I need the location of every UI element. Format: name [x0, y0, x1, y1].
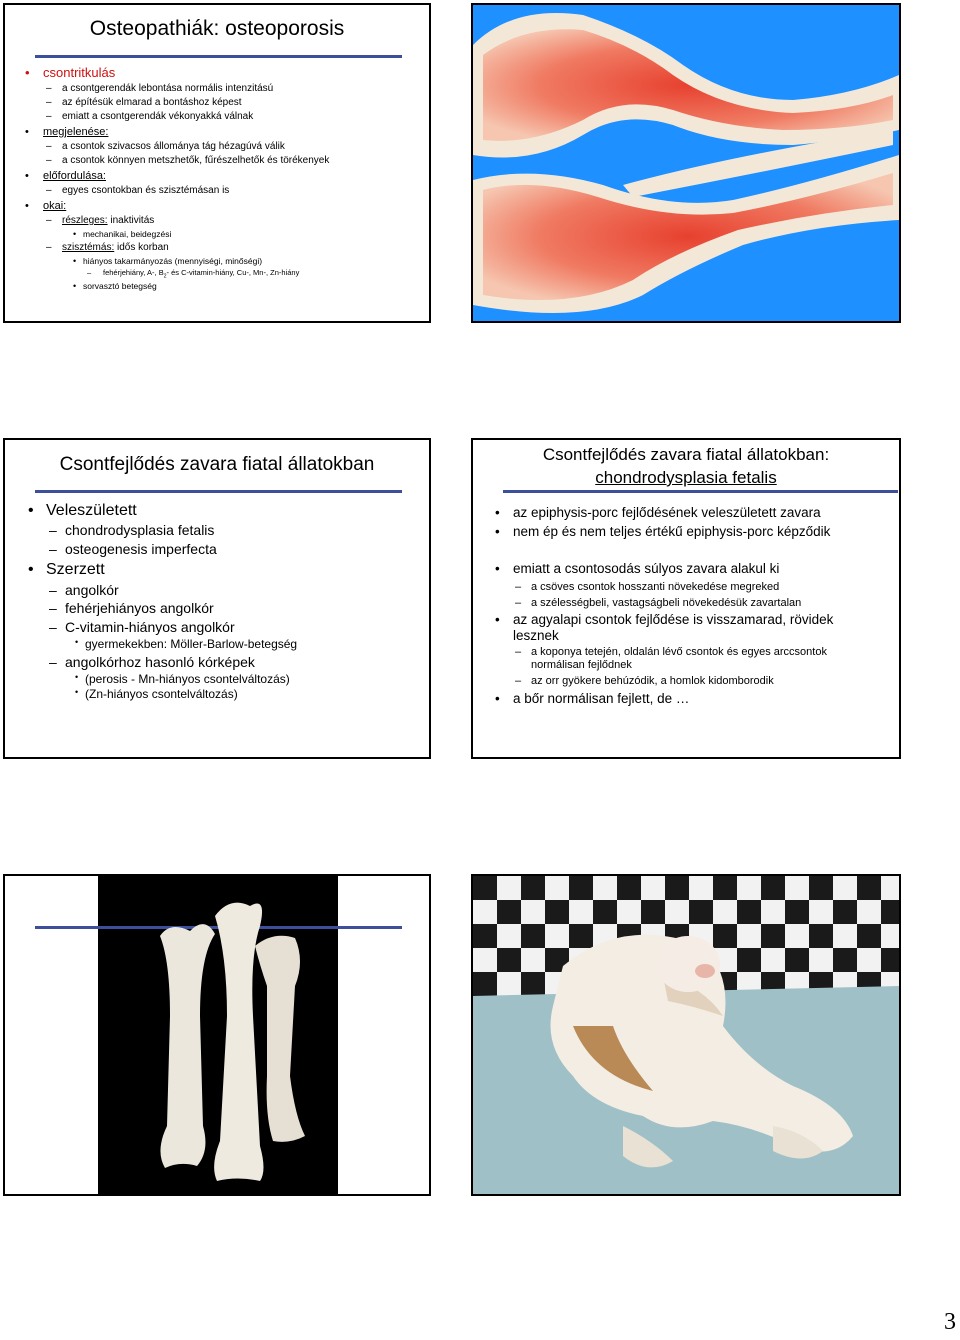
calf-photo — [471, 874, 901, 1196]
label-inactivity: inaktivitás — [107, 215, 155, 226]
calf-image — [473, 876, 899, 1194]
sub-sub-item: • mechanikai, beidegzési — [83, 230, 171, 239]
sub-item: – fehérjehiányos angolkór — [65, 601, 214, 616]
sub-item: – angolkórhoz hasonló kórképek — [65, 655, 255, 670]
sub-sub-item: • gyermekekben: Möller-Barlow-betegség — [85, 638, 297, 651]
bullet: • csontritkulás — [43, 66, 115, 80]
title-rule — [503, 490, 898, 493]
bullet: • Veleszületett — [46, 502, 137, 520]
sub-item — [62, 215, 154, 226]
sub-item: – a csöves csontok hosszanti növekedése megreked — [531, 581, 779, 593]
deficiency-text: fehérjehiány, A-, B — [103, 268, 164, 277]
sub-item: – az orr gyökere behúzódik, a homlok kidomborodik — [531, 675, 774, 687]
sub-item — [62, 242, 169, 253]
sub-item: – angolkór — [65, 583, 119, 598]
sub-item-continuation: normálisan fejlődnek — [531, 659, 632, 671]
bullet: • nem ép és nem teljes értékű epiphysis-porc képződik — [513, 525, 830, 540]
bones-image — [5, 876, 429, 1194]
sub-item: – az építésük elmarad a bontáshoz képest — [62, 97, 242, 108]
slide-title-line2: chondrodysplasia fetalis — [595, 468, 777, 487]
label-partial: részleges: — [62, 215, 108, 226]
bullet: • előfordulása: — [43, 170, 106, 182]
slide-bone-development-disorders — [3, 438, 431, 759]
deficiency-text-rest: - és C-vitamin-hiány, Cu-, Mn-, Zn-hiány — [166, 268, 300, 277]
sub-item: – a csontgerendák lebontása normális intenzitású — [62, 83, 273, 94]
title-rule — [35, 490, 402, 493]
sub-item: – emiatt a csontgerendák vékonyakká válnak — [62, 111, 253, 122]
page-number: 3 — [944, 1309, 956, 1335]
label-systemic: szisztémás: — [62, 242, 115, 253]
slide-title: Osteopathiák: osteoporosis — [89, 17, 345, 40]
sub-item: – C-vitamin-hiányos angolkór — [65, 620, 235, 635]
sub-item: – a csontok szivacsos állománya tág hézagúvá válik — [62, 141, 285, 152]
bullet: • az epiphysis-porc fejlődésének veleszületett zavara — [513, 506, 821, 521]
bullet: • emiatt a csontosodás súlyos zavara alakul ki — [513, 562, 779, 577]
slide-title-line1: Csontfejlődés zavara fiatal állatokban: — [542, 445, 830, 464]
slide-osteoporosis — [3, 3, 431, 323]
sub-sub-item: • hiányos takarmányozás (mennyiségi, minőségi) — [83, 257, 262, 266]
bullet: • Szerzett — [46, 561, 105, 579]
slide-chondrodysplasia — [471, 438, 901, 759]
bone-section-image — [473, 5, 899, 321]
sub-sub-item: • (Zn-hiányos csontelváltozás) — [85, 688, 238, 701]
sub-sub-item: • (perosis - Mn-hiányos csontelváltozás) — [85, 673, 290, 686]
sub-item: – chondrodysplasia fetalis — [65, 523, 214, 538]
bone-section-photo — [471, 3, 901, 323]
deficiency-line — [103, 269, 299, 280]
subscript-2: 2 — [163, 273, 167, 280]
sub-item: – osteogenesis imperfecta — [65, 542, 217, 557]
bullet: • okai: — [43, 200, 66, 212]
sub-item: – egyes csontokban és szisztémásan is — [62, 185, 229, 196]
sub-item: – a koponya tetején, oldalán lévő csontok és egyes arccsontok — [531, 646, 827, 658]
bones-photo — [3, 874, 431, 1196]
bullet: • megjelenése: — [43, 126, 108, 138]
slide-title: Csontfejlődés zavara fiatal állatokban — [59, 454, 375, 475]
sub-sub-item: • sorvasztó betegség — [83, 282, 157, 291]
label-old-age: idős korban — [114, 242, 169, 253]
sub-item: – a szélességbeli, vastagságbeli növekedésük zavartalan — [531, 597, 801, 609]
title-rule — [35, 55, 402, 58]
bullet-continuation: lesznek — [513, 628, 559, 643]
sub-item: – a csontok könnyen metszhetők, fűrészelhetők és törékenyek — [62, 155, 329, 166]
bullet: • az agyalapi csontok fejlődése is visszamarad, rövidek — [513, 613, 833, 628]
bullet: • a bőr normálisan fejlett, de … — [513, 692, 689, 707]
